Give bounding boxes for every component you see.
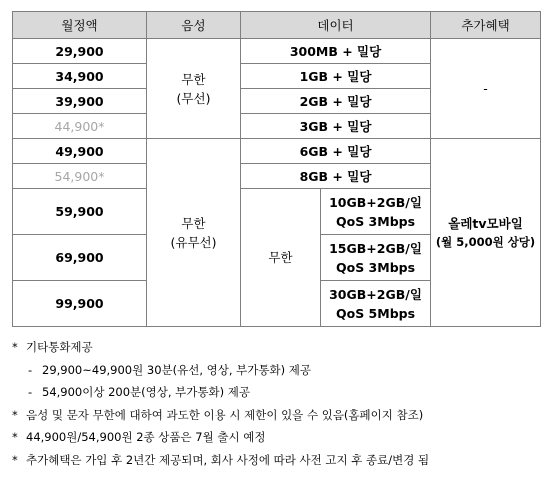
voice-unlimited-label: 무한 — [181, 215, 206, 231]
footnote-text: 29,900~49,900원 30분(유선, 영상, 부가통화) 제공 — [42, 362, 311, 377]
header-extra-benefit: 추가혜택 — [431, 12, 541, 39]
data-cell: 6GB + 밀당 — [241, 139, 431, 164]
price-cell-upcoming: 44,900* — [13, 114, 147, 139]
data-cell — [321, 235, 431, 281]
data-cell: 8GB + 밀당 — [241, 164, 431, 189]
data-cell — [321, 281, 431, 327]
price-cell-upcoming: 54,900* — [13, 164, 147, 189]
extra-benefit-cell — [431, 139, 541, 327]
data-qos: QoS 3Mbps — [335, 213, 416, 229]
footnote — [12, 426, 542, 449]
data-cell — [321, 189, 431, 235]
footnote-text: 추가혜택은 가입 후 2년간 제공되며, 회사 사정에 따라 사전 고지 후 종료/변경 됨 — [26, 452, 430, 467]
footnotes — [12, 336, 542, 471]
price-cell: 29,900 — [13, 39, 147, 64]
price-cell: 49,900 — [13, 139, 147, 164]
footnote-sub — [12, 359, 542, 382]
data-cell: 2GB + 밀당 — [241, 89, 431, 114]
rate-plan-table — [12, 11, 541, 327]
voice-cell-wireless — [147, 39, 241, 139]
voice-cell-all — [147, 139, 241, 327]
extra-benefit-value: (월 5,000원 상당) — [435, 234, 536, 249]
footnote-marker: * — [12, 452, 18, 467]
data-unlimited-cell: 무한 — [241, 189, 321, 327]
header-data: 데이터 — [241, 12, 431, 39]
footnote-marker: - — [28, 362, 33, 377]
data-qos: QoS 5Mbps — [335, 305, 416, 321]
footnote-sub — [12, 381, 542, 404]
price-cell: 39,900 — [13, 89, 147, 114]
price-cell: 69,900 — [13, 235, 147, 281]
footnote-text: 기타통화제공 — [26, 340, 93, 354]
price-cell: 34,900 — [13, 64, 147, 89]
footnote — [12, 336, 542, 359]
table-row — [13, 139, 541, 164]
footnote-text: 음성 및 문자 무한에 대하여 과도한 이용 시 제한이 있을 수 있음(홈페이지 참조) — [26, 407, 424, 422]
header-voice: 음성 — [147, 12, 241, 39]
footnote — [12, 449, 542, 472]
extra-benefit-none: - — [431, 39, 541, 139]
data-cell: 3GB + 밀당 — [241, 114, 431, 139]
voice-wired-wireless-label: (유무선) — [170, 234, 217, 250]
price-cell: 59,900 — [13, 189, 147, 235]
voice-wireless-label: (무선) — [176, 90, 211, 106]
footnote-marker: * — [12, 407, 18, 422]
footnote — [12, 404, 542, 427]
data-allowance: 10GB+2GB/일 — [329, 194, 422, 210]
data-allowance: 30GB+2GB/일 — [329, 286, 422, 302]
data-qos: QoS 3Mbps — [335, 259, 416, 275]
footnote-marker: * — [12, 340, 18, 354]
price-cell: 99,900 — [13, 281, 147, 327]
table-row — [13, 39, 541, 64]
table-header-row — [13, 12, 541, 39]
extra-benefit-name: 올레tv모바일 — [448, 215, 523, 231]
header-monthly-fee: 월정액 — [13, 12, 147, 39]
data-cell: 1GB + 밀당 — [241, 64, 431, 89]
footnote-marker: * — [12, 430, 18, 444]
data-allowance: 15GB+2GB/일 — [329, 240, 422, 256]
footnote-marker: - — [28, 385, 33, 399]
footnote-text: 54,900이상 200분(영상, 부가통화) 제공 — [42, 385, 250, 399]
voice-unlimited-label: 무한 — [181, 71, 206, 87]
data-cell: 300MB + 밀당 — [241, 39, 431, 64]
footnote-text: 44,900원/54,900원 2종 상품은 7월 출시 예정 — [26, 430, 266, 444]
